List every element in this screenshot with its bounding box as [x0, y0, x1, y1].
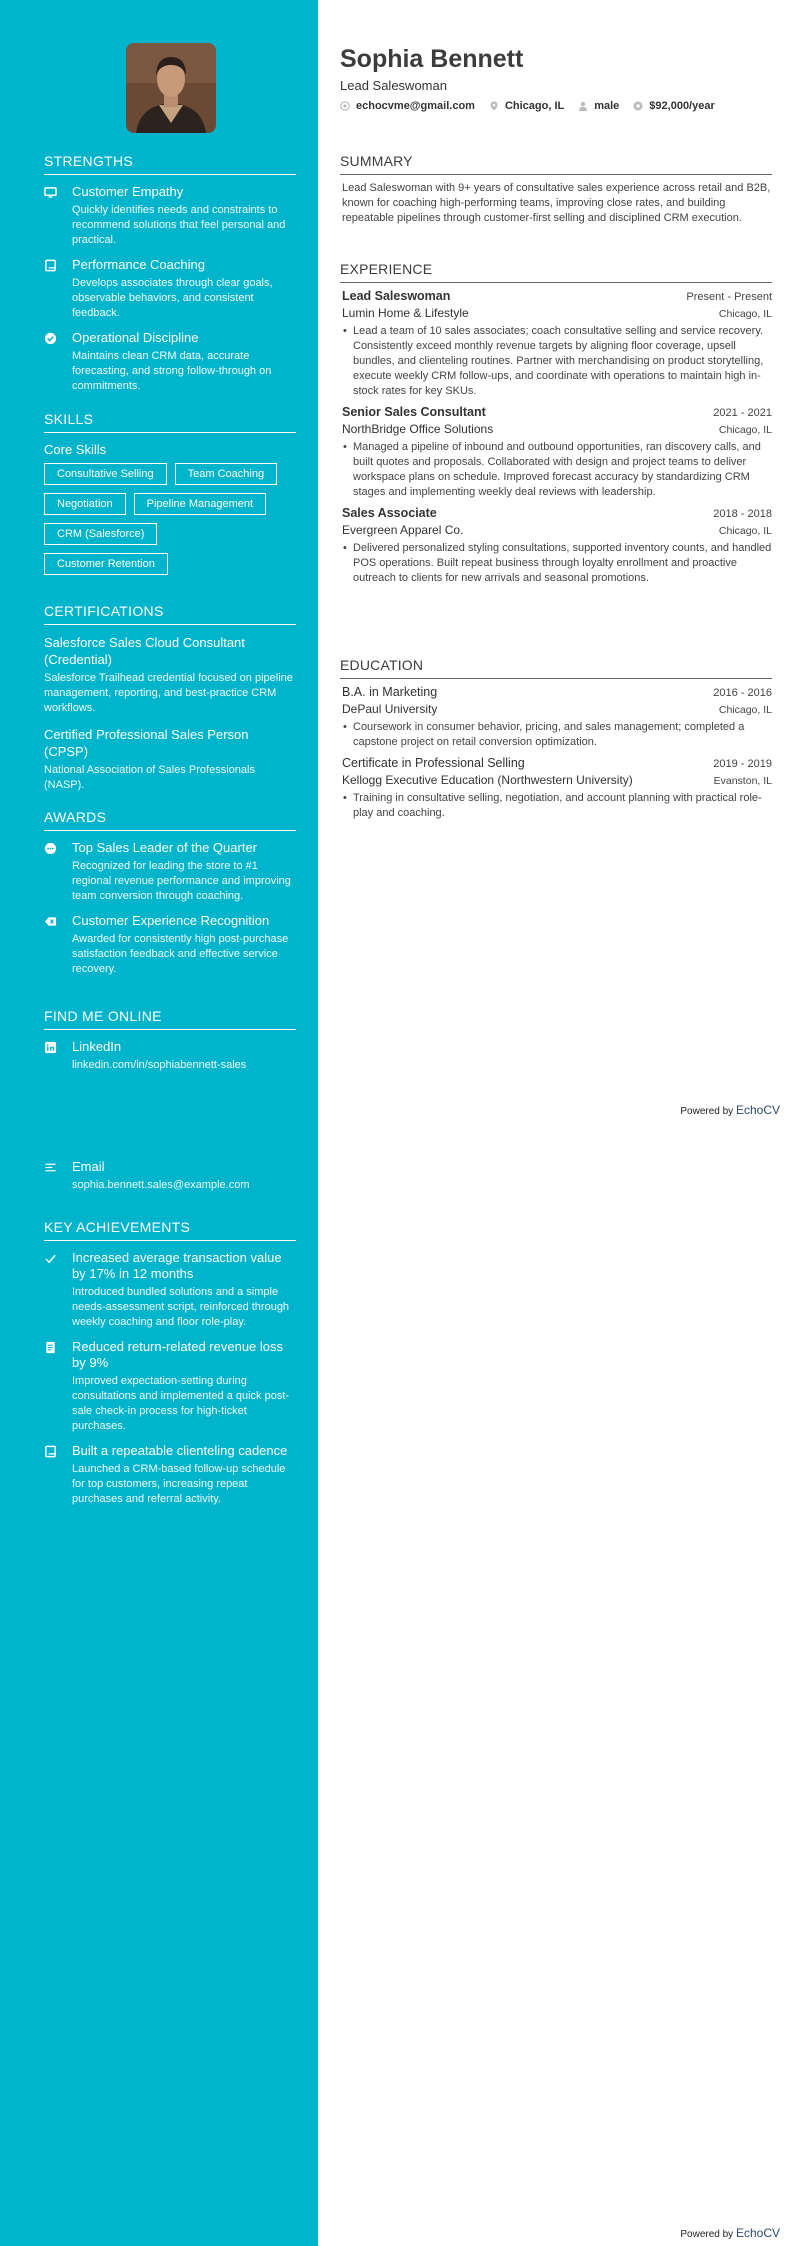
- brand-logo: EchoCV: [735, 1103, 780, 1117]
- award-item: [44, 840, 296, 904]
- salary-text: $92,000/year: [649, 100, 715, 112]
- cert-title: Certified Professional Sales Person (CPSP): [44, 727, 249, 759]
- online-item-email: [44, 1159, 296, 1193]
- menu-lines-icon: [44, 1161, 57, 1174]
- job-bullet: • Delivered personalized styling consultations, supported inventory counts, and handled POS operations. Built repeat business through loyalty enrollment and proactive outreach to clients for new arrivals and seasonal promotions.: [342, 541, 772, 586]
- contact-location: [489, 100, 564, 112]
- strength-item: [44, 257, 296, 321]
- award-desc: Recognized for leading the store to #1 regional revenue performance and improving team conversion through coaching.: [72, 860, 291, 902]
- person-icon: [578, 101, 588, 111]
- cert-desc: National Association of Sales Professionals (NASP).: [44, 764, 255, 791]
- school-location: Chicago, IL: [718, 704, 772, 716]
- job-location: Chicago, IL: [718, 424, 772, 436]
- education-date: 2019 - 2019: [713, 758, 772, 770]
- skill-tag: Team Coaching: [175, 463, 277, 485]
- achievement-desc: Improved expectation-setting during consultations and implemented a quick post-sale check-in process for high-ticket purchases.: [72, 1375, 290, 1432]
- skill-tag: Consultative Selling: [44, 463, 167, 485]
- education-entry: [340, 756, 772, 821]
- skill-tags: [44, 463, 296, 583]
- education-bullet: • Coursework in consumer behavior, pricing, and sales management; completed a capstone project on retail conversion optimization.: [342, 720, 772, 750]
- job-date: Present - Present: [686, 291, 772, 303]
- linkedin-label: LinkedIn: [72, 1039, 122, 1054]
- strength-item: [44, 330, 296, 394]
- achievements-section: [44, 1219, 296, 1516]
- online-item-linkedin: [44, 1039, 296, 1073]
- strengths-heading: STRENGTHS: [44, 153, 296, 175]
- school-name: DePaul University: [342, 702, 438, 716]
- achievement-title: Increased average transaction value by 17% in 12 months: [72, 1250, 282, 1281]
- book-icon: [44, 1445, 57, 1458]
- strength-title: Operational Discipline: [72, 330, 199, 345]
- achievement-item: [44, 1250, 296, 1330]
- job-entry: [340, 405, 772, 500]
- email-label: Email: [72, 1159, 105, 1174]
- strength-item: [44, 184, 296, 248]
- job-entry: [340, 289, 772, 399]
- summary-section: [340, 153, 772, 226]
- check-circle-icon: [44, 332, 57, 345]
- award-item: [44, 913, 296, 977]
- job-bullet: • Managed a pipeline of inbound and outbound opportunities, ran discovery calls, and built quotes and proposals. Collaborated with design and project teams to deliver workspace plans on schedule. Improved forecast accuracy by standardizing CRM stages and implementing weekly deal reviews with leadership.: [342, 440, 772, 500]
- email-text: echocvme@gmail.com: [356, 100, 475, 112]
- cert-desc: Salesforce Trailhead credential focused on pipeline management, reporting, and best-practice CRM workflows.: [44, 672, 293, 714]
- achievement-title: Built a repeatable clienteling cadence: [72, 1443, 288, 1458]
- education-entry: [340, 685, 772, 750]
- location-text: Chicago, IL: [504, 100, 565, 112]
- award-title: Customer Experience Recognition: [72, 913, 270, 928]
- monitor-icon: [44, 186, 57, 199]
- linkedin-link[interactable]: linkedin.com/in/sophiabennett-sales: [72, 1059, 247, 1071]
- experience-heading: EXPERIENCE: [340, 261, 772, 283]
- experience-section: [340, 261, 772, 592]
- strength-desc: Develops associates through clear goals, observable behaviors, and consistent feedback.: [72, 277, 273, 319]
- tag-icon: [44, 915, 57, 928]
- school-name: Kellogg Executive Education (Northwestern University): [342, 773, 633, 787]
- online-section: [44, 1008, 296, 1202]
- chat-icon: [44, 842, 57, 855]
- skill-tag: Customer Retention: [44, 553, 168, 575]
- job-bullet: • Lead a team of 10 sales associates; coach consultative selling and service recovery. Consistently exceed monthly revenue targets by aligning floor coverage, upsell bundles, and clienteling routines. Partner with merchandising on product storytelling, execute weekly CRM follow-ups, and coordinate with operations to maintain high in-stock rates for key SKUs.: [342, 324, 772, 399]
- contact-gender: [578, 100, 619, 112]
- job-company: NorthBridge Office Solutions: [342, 422, 494, 436]
- achievement-item: [44, 1443, 296, 1507]
- strength-desc: Quickly identifies needs and constraints to recommend solutions that feel personal and practical.: [72, 204, 286, 246]
- achievements-heading: KEY ACHIEVEMENTS: [44, 1219, 296, 1241]
- cert-title: Salesforce Sales Cloud Consultant (Credential): [44, 635, 245, 667]
- document-icon: [44, 1341, 57, 1354]
- checkmark-icon: [44, 1252, 57, 1265]
- sidebar: [0, 0, 318, 2246]
- skill-tag: Negotiation: [44, 493, 126, 515]
- skill-tag: CRM (Salesforce): [44, 523, 157, 545]
- education-heading: EDUCATION: [340, 657, 772, 679]
- contact-row: [340, 100, 729, 112]
- education-bullet: • Training in consultative selling, negotiation, and account planning with practical role-play and coaching.: [342, 791, 772, 821]
- summary-heading: SUMMARY: [340, 153, 772, 175]
- education-date: 2016 - 2016: [713, 687, 772, 699]
- achievement-desc: Introduced bundled solutions and a simple needs-assessment script, reinforced through weekly coaching and floor role-play.: [72, 1286, 290, 1328]
- powered-label: Powered by: [680, 1106, 734, 1117]
- powered-by-footer: [680, 1103, 780, 1117]
- strengths-section: [44, 153, 296, 403]
- candidate-name: Sophia Bennett: [340, 45, 524, 73]
- certifications-heading: CERTIFICATIONS: [44, 603, 296, 625]
- strength-desc: Maintains clean CRM data, accurate forecasting, and strong follow-through on commitments.: [72, 350, 272, 392]
- coin-icon: [633, 101, 643, 111]
- job-date: 2021 - 2021: [713, 407, 772, 419]
- awards-heading: AWARDS: [44, 809, 296, 831]
- award-title: Top Sales Leader of the Quarter: [72, 840, 258, 855]
- awards-section: [44, 809, 296, 986]
- job-title: Senior Sales Consultant: [342, 405, 486, 419]
- candidate-role: Lead Saleswoman: [340, 78, 447, 93]
- award-desc: Awarded for consistently high post-purchase satisfaction feedback and effective service recovery.: [72, 933, 289, 975]
- job-title: Lead Saleswoman: [342, 289, 451, 303]
- strength-title: Customer Empathy: [72, 184, 184, 199]
- skills-subheading: Core Skills: [44, 442, 107, 457]
- gender-text: male: [594, 100, 620, 112]
- job-entry: [340, 506, 772, 586]
- job-date: 2018 - 2018: [713, 508, 772, 520]
- school-location: Evanston, IL: [713, 775, 772, 787]
- education-section: [340, 657, 772, 827]
- online-heading: FIND ME ONLINE: [44, 1008, 296, 1030]
- email-icon: [340, 101, 350, 111]
- summary-text: Lead Saleswoman with 9+ years of consultative sales experience across retail and B2B, known for coaching high-performing teams, improving close rates, and building repeatable pipelines through customer-first selling and disciplined CRM execution.: [342, 182, 771, 224]
- contact-email[interactable]: [340, 100, 475, 112]
- linkedin-icon: [44, 1041, 57, 1054]
- certifications-section: [44, 603, 296, 803]
- strength-title: Performance Coaching: [72, 257, 205, 272]
- powered-label: Powered by: [680, 2229, 734, 2240]
- achievement-item: [44, 1339, 296, 1434]
- main-content: [318, 0, 794, 2246]
- job-location: Chicago, IL: [718, 308, 772, 320]
- achievement-desc: Launched a CRM-based follow-up schedule for top customers, increasing repeat purchases and referral activity.: [72, 1463, 286, 1505]
- powered-by-footer: [680, 2226, 780, 2240]
- job-title: Sales Associate: [342, 506, 437, 520]
- skills-heading: SKILLS: [44, 411, 296, 433]
- brand-logo: EchoCV: [735, 2226, 780, 2240]
- job-location: Chicago, IL: [718, 525, 772, 537]
- contact-salary: [633, 100, 714, 112]
- job-company: Evergreen Apparel Co.: [342, 523, 464, 537]
- book-icon: [44, 259, 57, 272]
- degree-title: Certificate in Professional Selling: [342, 756, 525, 770]
- job-company: Lumin Home & Lifestyle: [342, 306, 469, 320]
- profile-photo: [126, 43, 216, 133]
- skills-section: [44, 411, 296, 583]
- skill-tag: Pipeline Management: [134, 493, 266, 515]
- achievement-title: Reduced return-related revenue loss by 9%: [72, 1339, 284, 1370]
- degree-title: B.A. in Marketing: [342, 685, 438, 699]
- email-link[interactable]: sophia.bennett.sales@example.com: [72, 1179, 250, 1191]
- location-pin-icon: [489, 101, 499, 111]
